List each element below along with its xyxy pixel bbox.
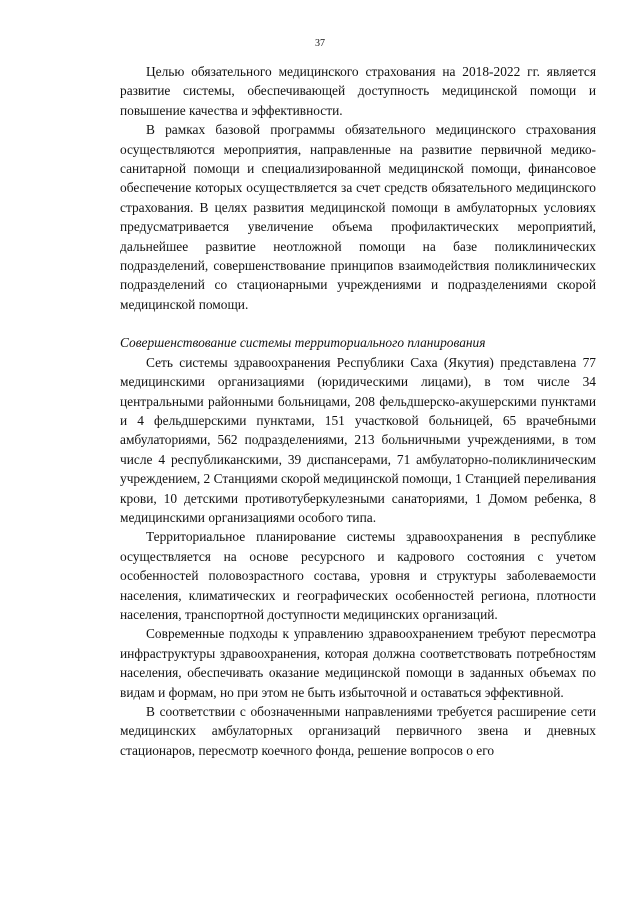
paragraph-territorial-planning: Территориальное планирование системы здравоохранения в республике осуществляется на основе ресурсного и кадрового состояния с учетом особенностей половозрастного состава, уровня и структуры заболеваемости населения, климатических и географических особенностей региона, плотности населения, транспортной доступности медицинских организаций. bbox=[120, 529, 596, 622]
paragraph-network: Сеть системы здравоохранения Республики Саха (Якутия) представлена 77 медицинскими организациями (юридическими лицами), в том числе 34 центральными районными больницами, 208 фельдшерско-акушерскими пунктами и 4 фельдшерскими пунктами, 151 участковой больницей, 65 врачебными амбулаториями, 562 подразделениями, 213 больничными учреждениями, в том числе 4 республиканскими, 39 диспансерами, 71 амбулаторно-поликлиническим учреждением, 2 Станциями скорой медицинской помощи, 1 Станцией переливания крови, 10 детскими противотуберкулезными санаториями, 1 Домом ребенка, 8 медицинскими организациями особого типа. bbox=[120, 354, 596, 525]
paragraph-oms-goal: Целью обязательного медицинского страхования на 2018-2022 гг. является развитие системы, обеспечивающей доступность медицинской помощи и повышение качества и эффективности. bbox=[120, 64, 596, 118]
paragraph-modern-approaches: Современные подходы к управлению здравоохранением требуют пересмотра инфраструктуры здравоохранения, которая должна соответствовать потребностям населения, обеспечивать оказание медицинской помощи в заданных объемах по видам и формам, но при этом не быть избыточной и оставаться эффективной. bbox=[120, 626, 596, 700]
section-heading: Совершенствование системы территориального планирования bbox=[120, 335, 486, 351]
page-number: 37 bbox=[315, 38, 325, 49]
paragraph-network-expansion: В соответствии с обозначенными направлениями требуется расширение сети медицинских амбулаторных организаций первичного звена и дневных стационаров, пересмотр коечного фонда, решение вопросов о его bbox=[120, 704, 596, 758]
document-body bbox=[120, 62, 596, 760]
paragraph-base-program: В рамках базовой программы обязательного медицинского страхования осуществляются мероприятия, направленные на развитие первичной медико-санитарной помощи и специализированной медицинской помощи, финансовое обеспечение которых осуществляется за счет средств обязательного медицинского страхования. В целях развития медицинской помощи в амбулаторных условиях предусматривается увеличение объема профилактических мероприятий, дальнейшее развитие неотложной помощи на базе поликлинических подразделений, совершенствование принципов взаимодействия поликлинических подразделений со стационарными учреждениями и подразделениями скорой медицинской помощи. bbox=[120, 122, 596, 312]
